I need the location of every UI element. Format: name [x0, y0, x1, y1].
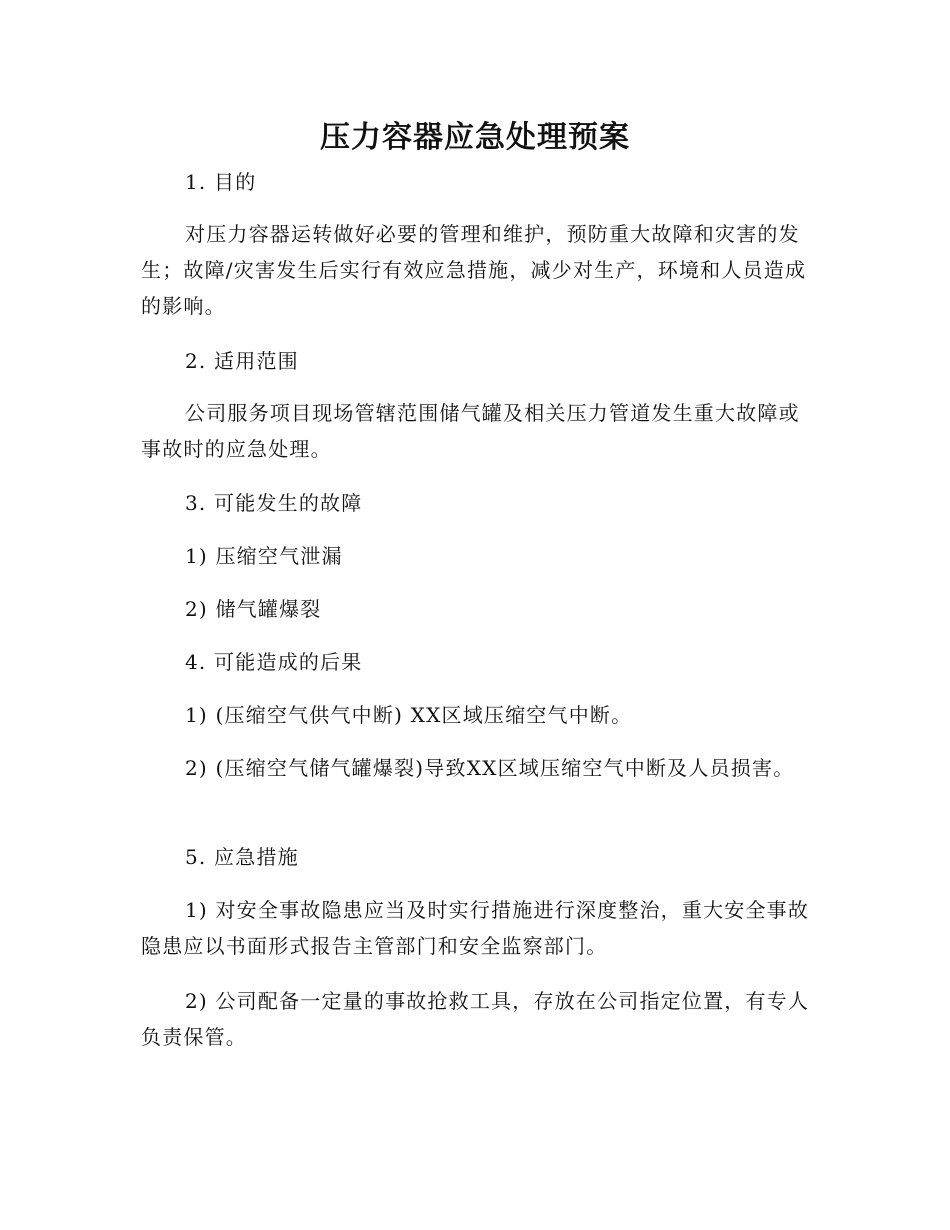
scope-paragraph: 公司服务项目现场管辖范围储气罐及相关压力管道发生重大故障或事故时的应急处理。: [141, 401, 800, 461]
section-heading-consequences: 4. 可能造成的后果: [185, 650, 363, 674]
measure-item-1: 1) 对安全事故隐患应当及时实行措施进行深度整治，重大安全事故隐患应以书面形式报告主管部门和安全监察部门。: [141, 898, 810, 958]
purpose-paragraph: 对压力容器运转做好必要的管理和维护，预防重大故障和灾害的发生；故障/灾害发生后实行有效应急措施，减少对生产，环境和人员造成的影响。: [141, 222, 807, 318]
fault-item-2: 2) 储气罐爆裂: [185, 597, 322, 621]
section-heading-emergency-measures: 5. 应急措施: [185, 845, 299, 869]
section-heading-scope: 2. 适用范围: [185, 349, 299, 373]
consequence-item-2: 2) (压缩空气储气罐爆裂)导致XX区域压缩空气中断及人员损害。: [185, 756, 795, 780]
consequence-item-1: 1) (压缩空气供气中断) XX区域压缩空气中断。: [185, 703, 633, 727]
measure-item-2: 2) 公司配备一定量的事故抢救工具，存放在公司指定位置，有专人负责保管。: [141, 989, 810, 1049]
section-heading-possible-faults: 3. 可能发生的故障: [185, 491, 363, 515]
section-heading-purpose: 1. 目的: [185, 170, 257, 194]
fault-item-1: 1) 压缩空气泄漏: [185, 544, 343, 568]
document-title: 压力容器应急处理预案: [320, 120, 630, 155]
